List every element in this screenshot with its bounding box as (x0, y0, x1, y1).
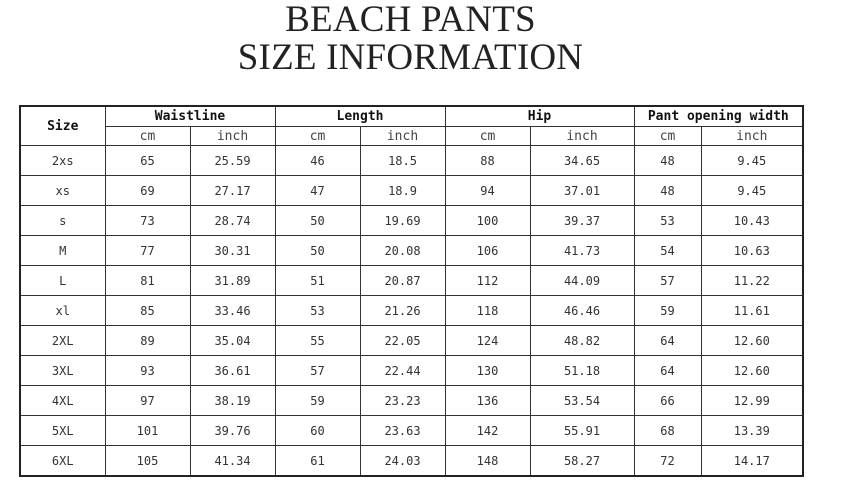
table-row (20, 356, 803, 386)
pant-opening-inch-cell: 9.45 (701, 176, 803, 206)
pant-opening-inch-cell: 14.17 (701, 446, 803, 477)
pant-opening-cm-cell: 59 (634, 296, 701, 326)
unit-header-row (20, 127, 803, 146)
waistline-cm-cell: 65 (105, 146, 190, 176)
waistline-inch-cell: 27.17 (190, 176, 275, 206)
length-cm-cell: 59 (275, 386, 360, 416)
waistline-inch-cell: 36.61 (190, 356, 275, 386)
length-cm-cell: 61 (275, 446, 360, 477)
size-cell: xs (20, 176, 105, 206)
table-row (20, 446, 803, 477)
hip-cm-cell: 142 (445, 416, 530, 446)
waistline-inch-cell: 38.19 (190, 386, 275, 416)
size-cell: M (20, 236, 105, 266)
pant-opening-inch-cell: 12.60 (701, 326, 803, 356)
size-cell: 4XL (20, 386, 105, 416)
length-cm-cell: 51 (275, 266, 360, 296)
length-cm-cell: 57 (275, 356, 360, 386)
table-row (20, 146, 803, 176)
length-cm-cell: 53 (275, 296, 360, 326)
pant-opening-inch-cell: 11.22 (701, 266, 803, 296)
hip-inch-cell: 51.18 (530, 356, 634, 386)
hip-inch-cell: 44.09 (530, 266, 634, 296)
pant-opening-inch-cell: 11.61 (701, 296, 803, 326)
hip-cm-cell: 118 (445, 296, 530, 326)
pant-opening-cm-cell: 66 (634, 386, 701, 416)
size-cell: 3XL (20, 356, 105, 386)
length-cm-cell: 46 (275, 146, 360, 176)
length-header: Length (275, 106, 445, 127)
pant-opening-inch-cell: 12.99 (701, 386, 803, 416)
hip-cm-cell: 148 (445, 446, 530, 477)
pant-opening-inch-cell: 12.60 (701, 356, 803, 386)
unit-header: cm (445, 127, 530, 146)
waistline-inch-cell: 28.74 (190, 206, 275, 236)
hip-cm-cell: 136 (445, 386, 530, 416)
hip-inch-cell: 48.82 (530, 326, 634, 356)
waistline-cm-cell: 69 (105, 176, 190, 206)
waistline-inch-cell: 39.76 (190, 416, 275, 446)
table-row (20, 296, 803, 326)
hip-inch-cell: 37.01 (530, 176, 634, 206)
hip-cm-cell: 106 (445, 236, 530, 266)
hip-cm-cell: 88 (445, 146, 530, 176)
waistline-cm-cell: 89 (105, 326, 190, 356)
size-cell: L (20, 266, 105, 296)
hip-inch-cell: 58.27 (530, 446, 634, 477)
waistline-inch-cell: 35.04 (190, 326, 275, 356)
hip-header: Hip (445, 106, 634, 127)
unit-header: cm (275, 127, 360, 146)
size-table-body (20, 146, 803, 477)
length-inch-cell: 20.08 (360, 236, 445, 266)
hip-cm-cell: 94 (445, 176, 530, 206)
length-inch-cell: 19.69 (360, 206, 445, 236)
pant-opening-cm-cell: 64 (634, 326, 701, 356)
hip-cm-cell: 100 (445, 206, 530, 236)
waistline-inch-cell: 25.59 (190, 146, 275, 176)
length-inch-cell: 20.87 (360, 266, 445, 296)
table-row (20, 206, 803, 236)
length-inch-cell: 24.03 (360, 446, 445, 477)
length-cm-cell: 47 (275, 176, 360, 206)
table-row (20, 266, 803, 296)
length-inch-cell: 18.9 (360, 176, 445, 206)
pant-opening-inch-cell: 9.45 (701, 146, 803, 176)
table-row (20, 326, 803, 356)
pant-opening-inch-cell: 10.43 (701, 206, 803, 236)
unit-header: inch (190, 127, 275, 146)
table-row (20, 176, 803, 206)
length-inch-cell: 18.5 (360, 146, 445, 176)
pant-opening-cm-cell: 48 (634, 176, 701, 206)
size-cell: s (20, 206, 105, 236)
size-cell: 6XL (20, 446, 105, 477)
length-inch-cell: 23.23 (360, 386, 445, 416)
unit-header: inch (530, 127, 634, 146)
waistline-cm-cell: 93 (105, 356, 190, 386)
hip-inch-cell: 55.91 (530, 416, 634, 446)
pant-opening-cm-cell: 68 (634, 416, 701, 446)
waistline-inch-cell: 33.46 (190, 296, 275, 326)
pant-opening-cm-cell: 64 (634, 356, 701, 386)
length-cm-cell: 50 (275, 206, 360, 236)
length-inch-cell: 22.44 (360, 356, 445, 386)
waistline-inch-cell: 30.31 (190, 236, 275, 266)
pant-opening-cm-cell: 54 (634, 236, 701, 266)
size-table (19, 105, 804, 477)
length-cm-cell: 50 (275, 236, 360, 266)
waistline-cm-cell: 73 (105, 206, 190, 236)
waistline-cm-cell: 77 (105, 236, 190, 266)
waistline-inch-cell: 31.89 (190, 266, 275, 296)
pant-opening-cm-cell: 57 (634, 266, 701, 296)
pant-opening-cm-cell: 72 (634, 446, 701, 477)
size-cell: 2XL (20, 326, 105, 356)
waistline-header: Waistline (105, 106, 275, 127)
waistline-cm-cell: 85 (105, 296, 190, 326)
waistline-inch-cell: 41.34 (190, 446, 275, 477)
unit-header: cm (105, 127, 190, 146)
unit-header: cm (634, 127, 701, 146)
length-inch-cell: 22.05 (360, 326, 445, 356)
size-cell: 2xs (20, 146, 105, 176)
hip-inch-cell: 41.73 (530, 236, 634, 266)
unit-header: inch (360, 127, 445, 146)
length-cm-cell: 55 (275, 326, 360, 356)
pant-opening-width-header: Pant opening width (634, 106, 803, 127)
hip-cm-cell: 112 (445, 266, 530, 296)
pant-opening-inch-cell: 13.39 (701, 416, 803, 446)
hip-inch-cell: 53.54 (530, 386, 634, 416)
table-row (20, 386, 803, 416)
size-cell: 5XL (20, 416, 105, 446)
length-inch-cell: 21.26 (360, 296, 445, 326)
pant-opening-cm-cell: 48 (634, 146, 701, 176)
hip-cm-cell: 124 (445, 326, 530, 356)
waistline-cm-cell: 97 (105, 386, 190, 416)
length-cm-cell: 60 (275, 416, 360, 446)
size-cell: xl (20, 296, 105, 326)
length-inch-cell: 23.63 (360, 416, 445, 446)
waistline-cm-cell: 101 (105, 416, 190, 446)
table-row (20, 416, 803, 446)
unit-header: inch (701, 127, 803, 146)
hip-inch-cell: 39.37 (530, 206, 634, 236)
hip-cm-cell: 130 (445, 356, 530, 386)
page-title: BEACH PANTS (285, 0, 536, 40)
waistline-cm-cell: 81 (105, 266, 190, 296)
size-column-header: Size (20, 106, 105, 146)
page-subtitle: SIZE INFORMATION (237, 37, 584, 78)
group-header-row (20, 106, 803, 127)
pant-opening-cm-cell: 53 (634, 206, 701, 236)
hip-inch-cell: 46.46 (530, 296, 634, 326)
pant-opening-inch-cell: 10.63 (701, 236, 803, 266)
waistline-cm-cell: 105 (105, 446, 190, 477)
hip-inch-cell: 34.65 (530, 146, 634, 176)
table-row (20, 236, 803, 266)
